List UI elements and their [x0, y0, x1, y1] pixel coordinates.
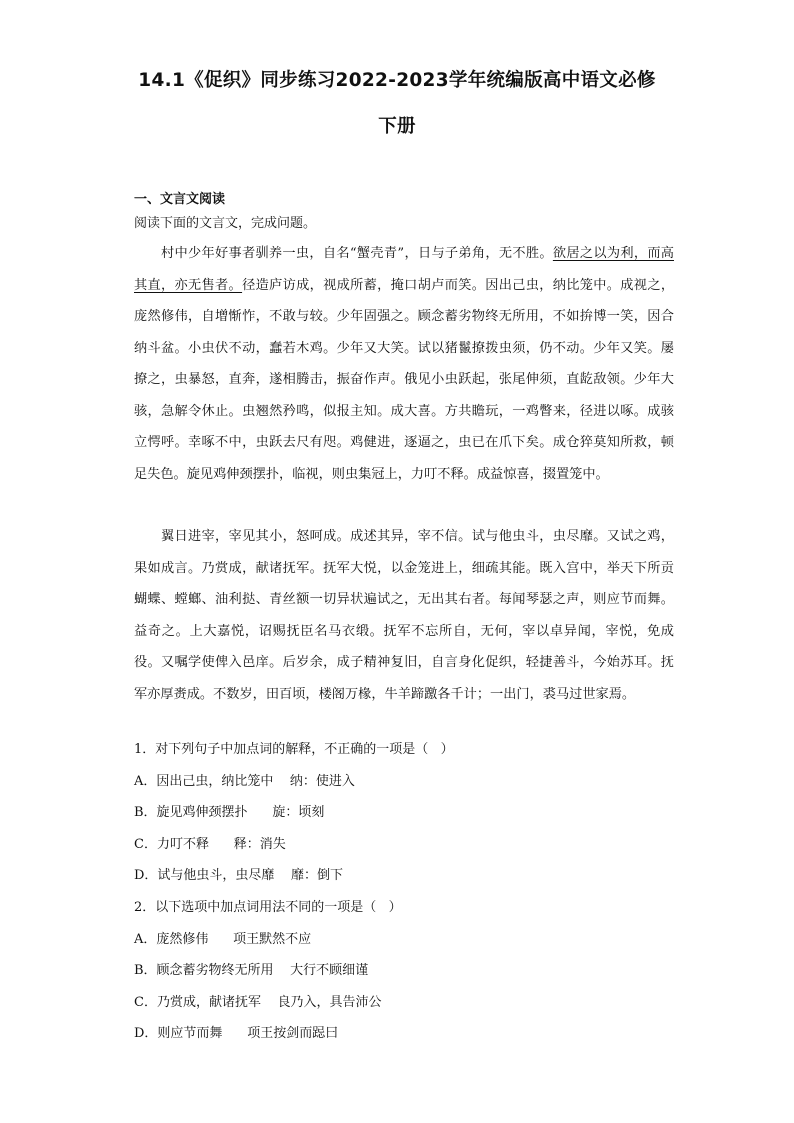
document-title-line-1: 14.1《促织》同步练习2022-2023学年统编版高中语文必修 [138, 70, 656, 91]
passage-paragraph-2: 翼日进宰，宰见其小，怒呵成。成述其异，宰不信。试与他虫斗，虫尽靡。又试之鸡，果如成言。乃赏成，献诸抚军。抚军大悦，以金笼进上，细疏其能。既入宫中，举天下所贡蝴蝶、螳螂、油利挞、青丝额一切异状遍试之，无出其右者。每闻琴瑟之声，则应节而舞。益奇之。上大嘉悦，诏赐抚臣名马衣缎。抚军不忘所自，无何，宰以卓异闻，宰悦，免成役。又嘱学使俾入邑庠。后岁余，成子精神复旧，自言身化促织，轻捷善斗，今始苏耳。抚军亦厚赉成。不数岁，田百顷，楼阁万椽，牛羊蹄躈各千计；一出门，裘马过世家焉。 [134, 529, 674, 702]
question-stem: 1．对下列句子中加点词的解释，不正确的一项是（ ） [134, 742, 454, 757]
answer-option: A．因出己虫，纳比笼中 纳：使进入 [134, 773, 355, 789]
answer-option: A．庞然修伟 项王默然不应 [134, 931, 312, 947]
passage-paragraph-1 [134, 238, 674, 490]
passage-text: 径造庐访成，视成所蓄，掩口胡卢而笑。因出己虫，纳比笼中。成视之，庞然修伟，自增惭怍，不敢与较。少年固强之。顾念蓄劣物终无所用，不如拚博一笑，因合纳斗盆。小虫伏不动，蠢若木鸡。少年又大笑。试以猪鬣撩拨虫须，仍不动。少年又笑。屡撩之，虫暴怒，直奔，遂相腾击，振奋作声。俄见小虫跃起，张尾伸须，直龁敌领。少年大骇，急解令休止。虫翘然矜鸣，似报主知。成大喜。方共瞻玩，一鸡瞥来，径进以啄。成骇立愕呼。幸啄不中，虫跃去尺有咫。鸡健进，逐逼之，虫已在爪下矣。成仓猝莫知所救，顿足失色。旋见鸡伸颈摆扑，临视，则虫集冠上，力叮不释。成益惊喜，掇置笼中。 [134, 277, 675, 482]
question-stem: 2．以下选项中加点词用法不同的一项是（ ） [134, 899, 402, 915]
answer-option: D．试与他虫斗，虫尽靡 靡：倒下 [134, 868, 343, 884]
answer-option: C．乃赏成，献诸抚军 良乃入，具告沛公 [134, 994, 382, 1010]
answer-option: B．旋见鸡伸颈摆扑 旋：顷刻 [134, 805, 325, 821]
answer-option: C．力叮不释 释：消失 [134, 836, 286, 852]
question-list [134, 740, 674, 1056]
reading-instruction: 阅读下面的文言文，完成问题。 [134, 216, 317, 231]
section-heading: 一、文言文阅读 [134, 192, 226, 207]
answer-option: B．顾念蓄劣物终无所用 大行不顾细谨 [134, 963, 369, 979]
passage-text: 村中少年好事者驯养一虫，自名“蟹壳青”，日与子弟角，无不胜。 [161, 246, 553, 261]
underlined-sentence: 欲居之以为利，而高其直，亦无售者。 [134, 246, 674, 293]
document-title-line-2: 下册 [378, 116, 416, 137]
answer-option: D．则应节而舞 项王按剑而跽曰 [134, 1026, 339, 1042]
